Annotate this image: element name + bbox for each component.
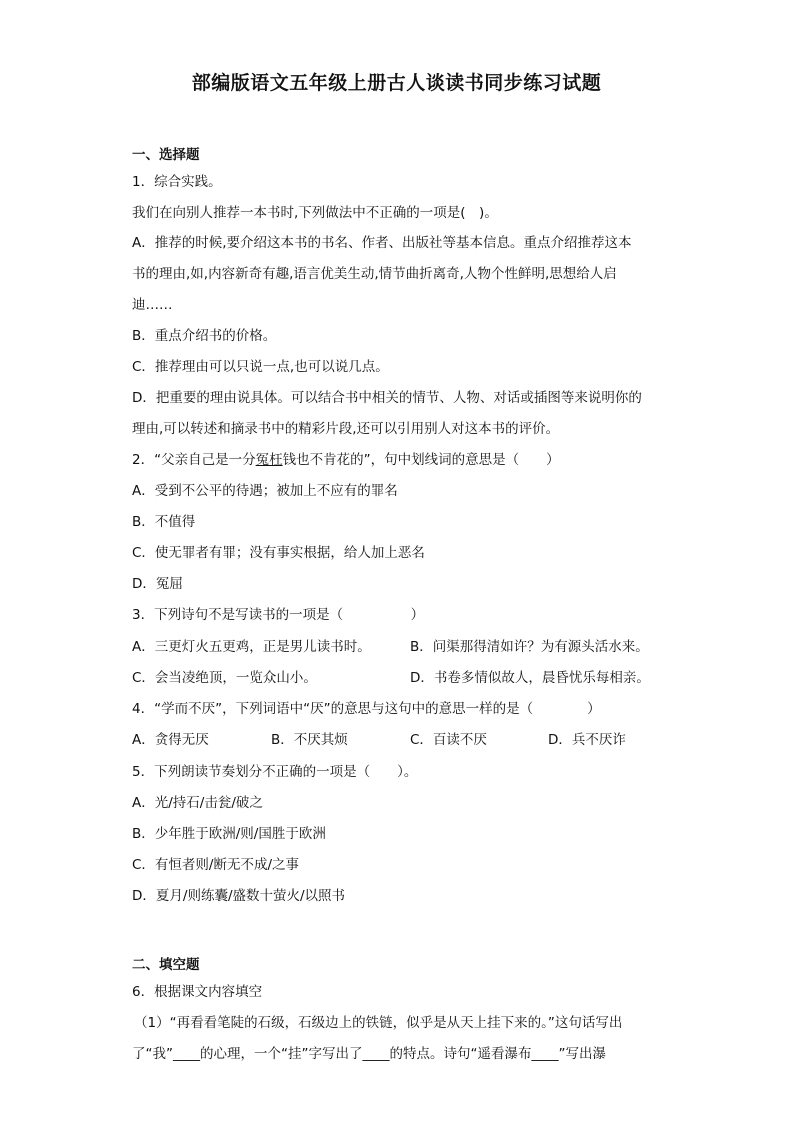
q6-stem: 6．根据课文内容填空 [132,984,263,1000]
q3-option-b: B．问渠那得清如许？为有源头活水来。 [410,639,649,655]
section-heading-choice: 一、选择题 [132,147,200,163]
page-title: 部编版语文五年级上册古人谈读书同步练习试题 [191,72,602,94]
q4-option-b: B．不厌其烦 [271,732,348,748]
q3-stem: 3．下列诗句不是写读书的一项是（ ） [132,607,425,623]
q1-option-d-line2: 理由,可以转述和摘录书中的精彩片段,还可以引用别人对这本书的评价。 [132,421,560,437]
q5-option-c: C．有恒者则/断无不成/之事 [132,857,300,873]
q4-option-d: D．兵不厌诈 [548,732,626,748]
q1-option-a-line2: 书的理由,如,内容新奇有趣,语言优美生动,情节曲折离奇,人物个性鲜明,思想给人启 [132,266,617,282]
q2-stem-after: 钱也不肯花的”，句中划线词的意思是（ ） [282,452,560,468]
q1-option-a-line3: 迪…… [132,297,173,313]
q5-option-d: D．夏月/则练囊/盛数十萤火/以照书 [132,888,346,904]
q2-option-d: D．冤屈 [132,576,183,592]
q2-option-b: B．不值得 [132,514,196,530]
q2-underlined-word: 冤枉 [255,452,283,468]
q1-option-a-line1: A．推荐的时候,要介绍这本书的书名、作者、出版社等基本信息。重点介绍推荐这本 [132,235,632,251]
q3-option-c: C．会当凌绝顶，一览众山小。 [132,670,317,686]
q1-prompt: 我们在向别人推荐一本书时,下列做法中不正确的一项是( )。 [132,205,498,221]
q4-stem: 4．“学而不厌”，下列词语中“厌”的意思与这句中的意思一样的是（ ） [132,701,601,717]
q6-line1: （1）“再看看笔陡的石级，石级边上的铁链，似乎是从天上挂下来的。”这句话写出 [134,1015,623,1031]
q2-option-c: C．使无罪者有罪；没有事实根据，给人加上恶名 [132,545,425,561]
q3-option-a: A．三更灯火五更鸡，正是男儿读书时。 [132,639,371,655]
q1-option-b: B．重点介绍书的价格。 [132,328,277,344]
q4-option-a: A．贪得无厌 [132,732,209,748]
q2-stem-before: 2．“父亲自己是一分 [132,452,256,468]
q1-option-d-line1: D．把重要的理由说具体。可以结合书中相关的情节、人物、对话或插图等来说明你的 [132,390,642,406]
q1-option-c: C．推荐理由可以只说一点,也可以说几点。 [132,359,389,375]
q2-stem [132,450,560,470]
q4-option-c: C．百读不厌 [410,732,487,748]
section-heading-fill: 二、填空题 [132,957,200,973]
q2-option-a: A．受到不公平的待遇；被加上不应有的罪名 [132,483,398,499]
q1-stem: 1．综合实践。 [132,174,222,190]
q5-option-a: A．光/持石/击瓮/破之 [132,795,263,811]
q5-stem: 5．下列朗读节奏划分不正确的一项是（ ）。 [132,764,418,780]
q6-line2: 了“我”____的心理，一个“挂”字写出了____的特点。诗句“遥看瀑布____”写出瀑 [132,1046,606,1062]
q3-option-d: D．书卷多情似故人，晨昏忧乐每相亲。 [410,670,650,686]
q5-option-b: B．少年胜于欧洲/则/国胜于欧洲 [132,826,326,842]
